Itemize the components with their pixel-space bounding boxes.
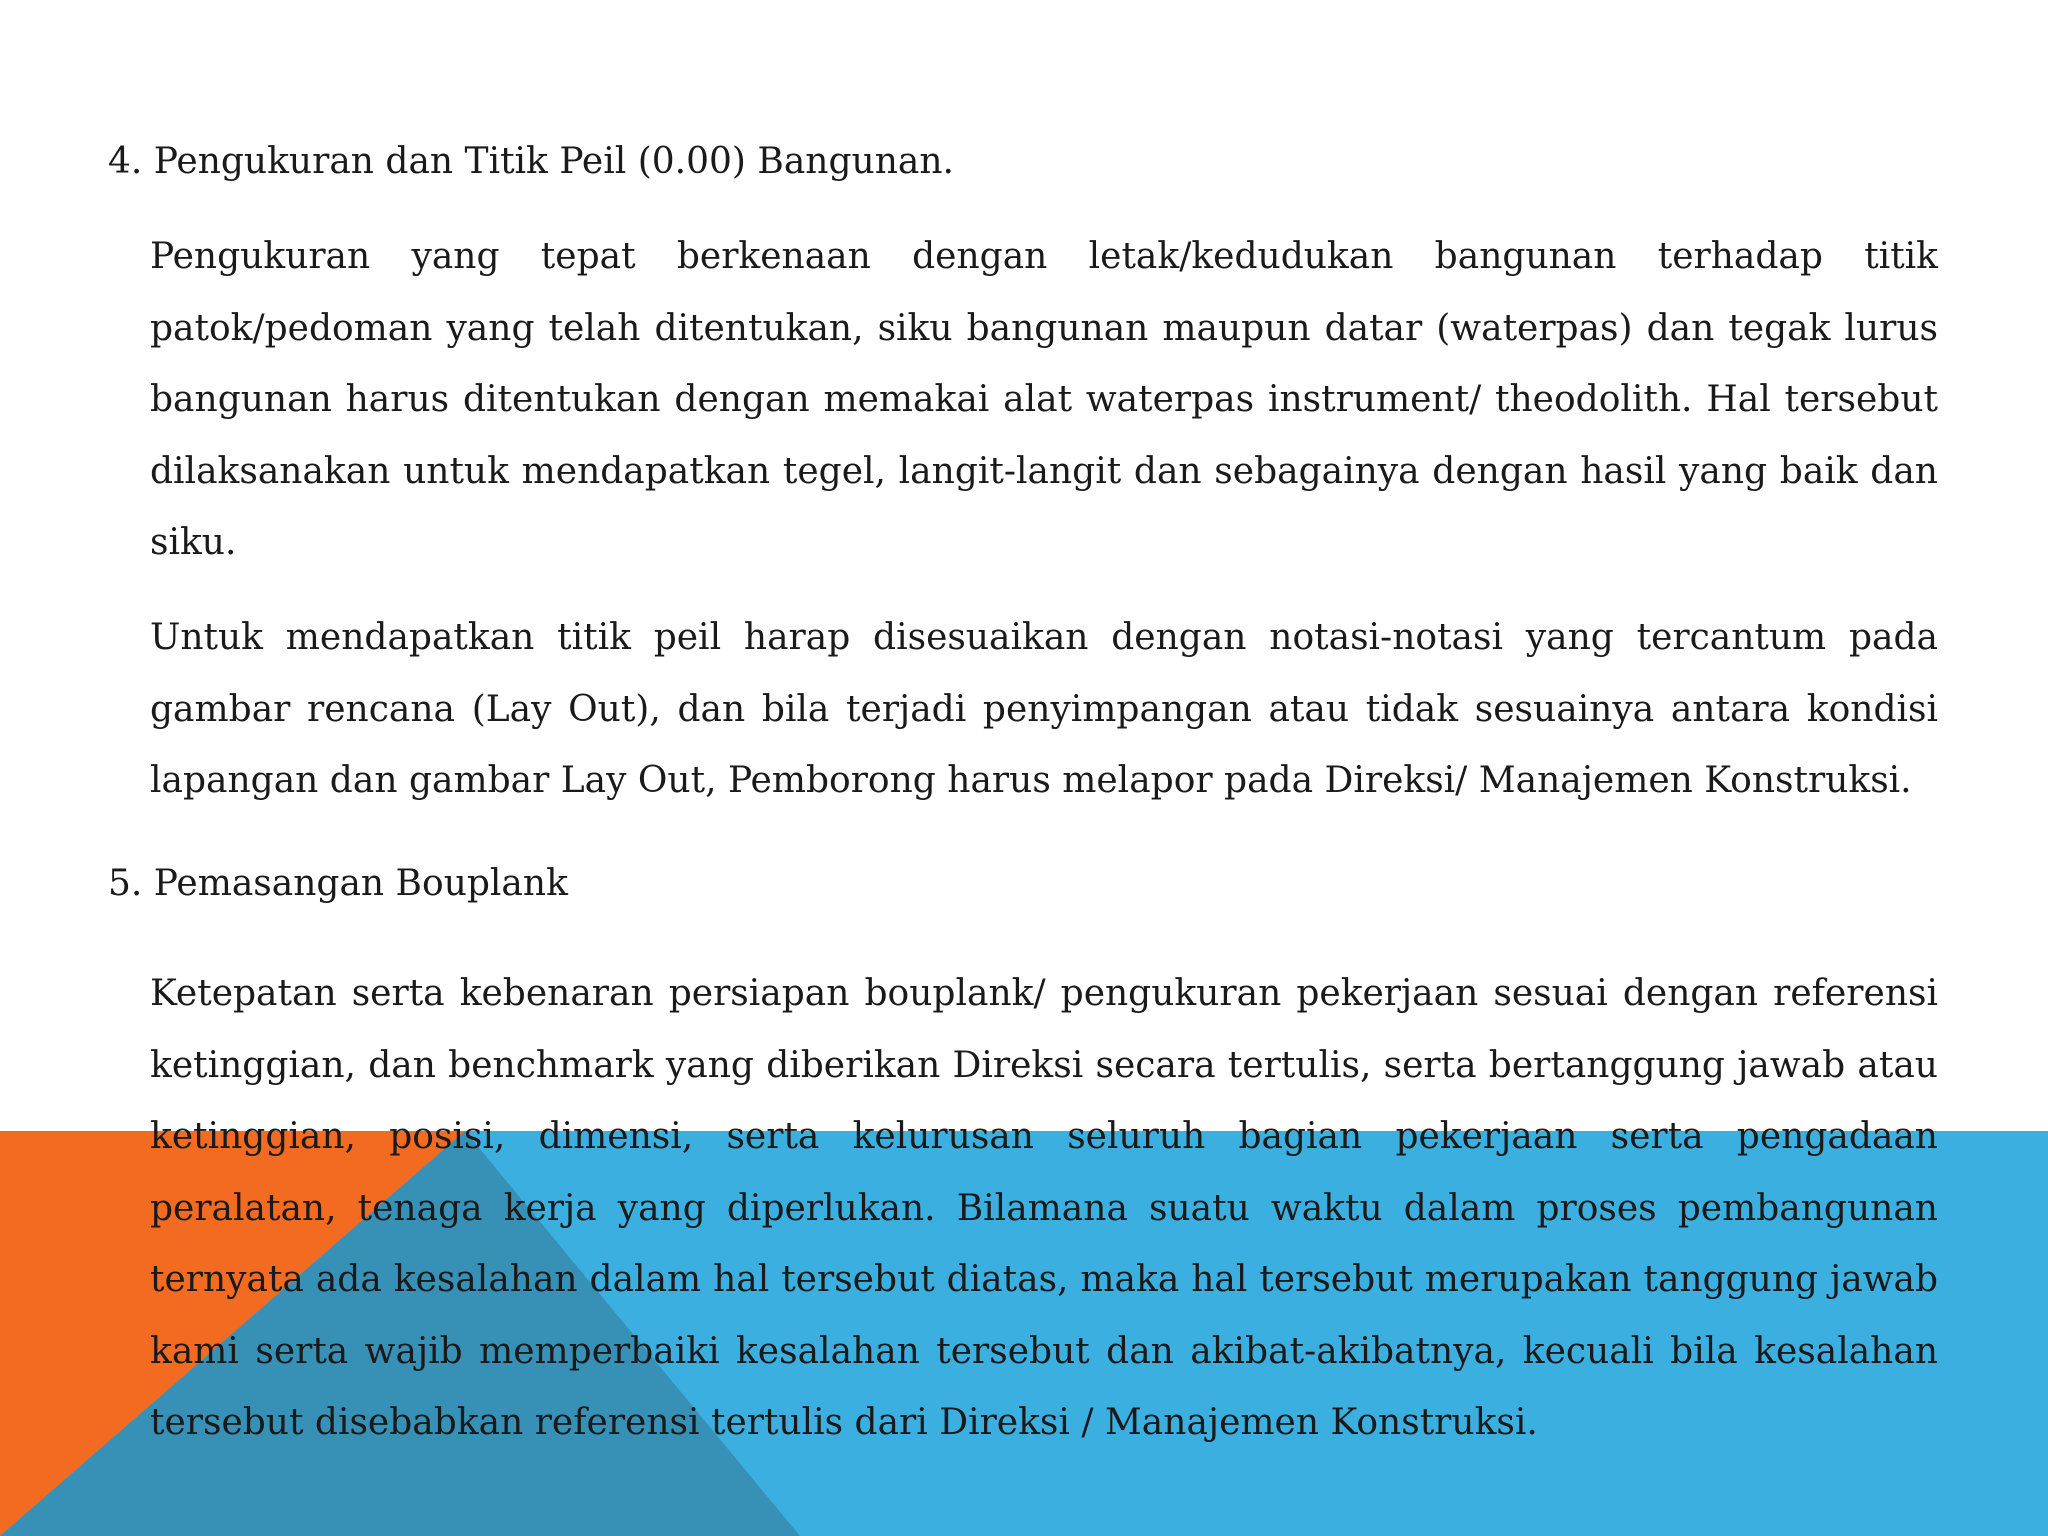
paragraph-pengukuran-tepat: Pengukuran yang tepat berkenaan dengan letak/kedudukan bangunan terhadap titik patok/pedoman yang telah ditentukan, siku bangunan maupun datar (waterpas) dan tegak lurus bangunan harus ditentukan dengan memakai alat waterpas instrument/ theodolith. Hal tersebut dilaksanakan untuk mendapatkan tegel, langit-langit dan sebagainya dengan hasil yang baik dan siku. — [150, 236, 1938, 563]
paragraph-bouplank: Ketepatan serta kebenaran persiapan bouplank/ pengukuran pekerjaan sesuai dengan referensi ketinggian, dan benchmark yang diberikan Direksi secara tertulis, serta bertanggung jawab atau ketinggian, posisi, dimensi, serta kelurusan seluruh bagian pekerjaan serta pengadaan peralatan, tenaga kerja yang diperlukan. Bilamana suatu waktu dalam proses pembangunan ternyata ada kesalahan dalam hal tersebut diatas, maka hal tersebut merupakan tanggung jawab kami serta wajib memperbaiki kesalahan tersebut dan akibat-akibatnya, kecuali bila kesalahan tersebut disebabkan referensi tertulis dari Direksi / Manajemen Konstruksi. — [150, 973, 1938, 1443]
section-heading-bouplank: 5. Pemasangan Bouplank — [108, 863, 568, 904]
section-heading-pengukuran: 4. Pengukuran dan Titik Peil (0.00) Bangunan. — [108, 141, 954, 182]
paragraph-titik-peil: Untuk mendapatkan titik peil harap disesuaikan dengan notasi-notasi yang tercantum pada gambar rencana (Lay Out), dan bila terjadi penyimpangan atau tidak sesuainya antara kondisi lapangan dan gambar Lay Out, Pemborong harus melapor pada Direksi/ Manajemen Konstruksi. — [150, 617, 1938, 801]
